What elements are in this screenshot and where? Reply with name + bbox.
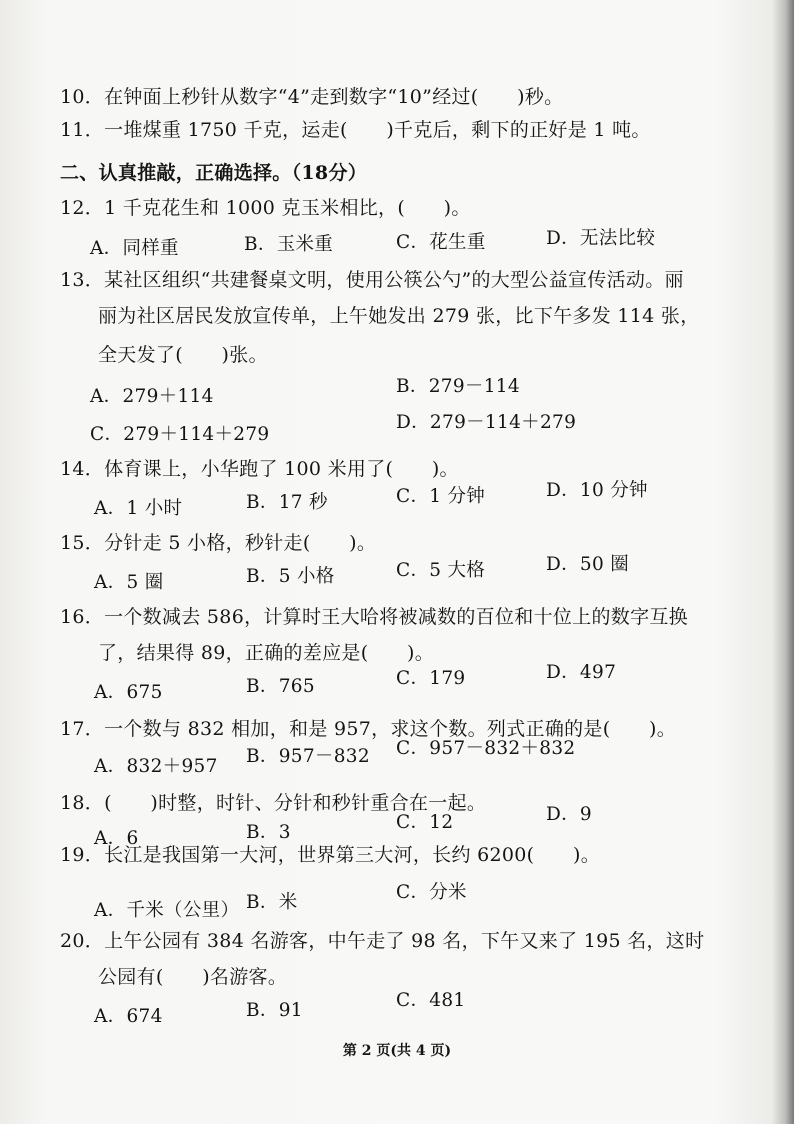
question-19-option-a: A．千米（公里） bbox=[94, 900, 240, 921]
question-17-option-c: C．957－832＋832 bbox=[396, 738, 576, 759]
section-2-title: 二、认真推敲，正确选择。（18分） bbox=[60, 162, 368, 184]
question-12-option-b: B．玉米重 bbox=[244, 234, 334, 255]
scan-shadow bbox=[772, 0, 794, 1124]
question-13-stem-line-1: 13．某社区组织“共建餐桌文明，使用公筷公勺”的大型公益宣传活动。丽 bbox=[60, 269, 684, 291]
question-12-option-c: C．花生重 bbox=[396, 232, 486, 253]
question-16-option-a: A．675 bbox=[94, 682, 163, 703]
question-14-option-a: A．1 小时 bbox=[94, 498, 183, 519]
question-20-option-b: B．91 bbox=[246, 1000, 303, 1021]
question-19-stem: 19．长江是我国第一大河，世界第三大河，长约 6200( )。 bbox=[60, 844, 600, 866]
question-13-option-a: A．279＋114 bbox=[90, 386, 214, 407]
question-12-option-a: A．同样重 bbox=[90, 238, 179, 259]
question-15-option-c: C．5 大格 bbox=[396, 560, 486, 581]
question-13-option-b: B．279－114 bbox=[396, 376, 520, 397]
question-16-stem-line-2: 了，结果得 89，正确的差应是( )。 bbox=[98, 642, 435, 664]
question-16-option-c: C．179 bbox=[396, 668, 466, 689]
question-14-option-b: B．17 秒 bbox=[246, 492, 328, 513]
question-19-option-b: B．米 bbox=[246, 892, 298, 913]
question-12-option-d: D．无法比较 bbox=[546, 228, 656, 249]
question-14-stem: 14．体育课上，小华跑了 100 米用了( )。 bbox=[60, 458, 459, 480]
question-20-stem-line-2: 公园有( )名游客。 bbox=[98, 966, 288, 988]
question-10: 10．在钟面上秒针从数字“4”走到数字“10”经过( )秒。 bbox=[60, 86, 564, 108]
question-15-option-d: D．50 圈 bbox=[546, 554, 630, 575]
question-19-option-c: C．分米 bbox=[396, 882, 467, 903]
question-14-option-c: C．1 分钟 bbox=[396, 486, 486, 507]
question-18-option-c: C．12 bbox=[396, 812, 454, 833]
question-12-stem: 12．1 千克花生和 1000 克玉米相比，( )。 bbox=[60, 197, 471, 219]
question-18-option-b: B．3 bbox=[246, 822, 291, 843]
page-number: 第 2 页(共 4 页) bbox=[342, 1043, 452, 1059]
question-14-option-d: D．10 分钟 bbox=[546, 480, 648, 501]
question-18-option-d: D．9 bbox=[546, 804, 593, 825]
question-13-option-c: C．279＋114＋279 bbox=[90, 424, 270, 445]
question-17-stem: 17．一个数与 832 相加，和是 957，求这个数。列式正确的是( )。 bbox=[60, 718, 677, 740]
question-17-option-b: B．957－832 bbox=[246, 746, 370, 767]
question-15-option-a: A．5 圈 bbox=[94, 572, 164, 593]
question-16-option-d: D．497 bbox=[546, 662, 617, 683]
question-17-option-a: A．832＋957 bbox=[94, 756, 218, 777]
question-13-stem-line-3: 全天发了( )张。 bbox=[98, 344, 268, 366]
question-18-option-a: A．6 bbox=[94, 828, 139, 849]
question-11: 11．一堆煤重 1750 千克，运走( )千克后，剩下的正好是 1 吨。 bbox=[60, 119, 651, 141]
question-20-option-a: A．674 bbox=[94, 1006, 163, 1027]
question-20-stem-line-1: 20．上午公园有 384 名游客，中午走了 98 名，下午又来了 195 名，这时 bbox=[60, 930, 705, 952]
question-16-option-b: B．765 bbox=[246, 676, 315, 697]
question-13-option-d: D．279－114＋279 bbox=[396, 412, 577, 433]
question-16-stem-line-1: 16．一个数减去 586，计算时王大哈将被减数的百位和十位上的数字互换 bbox=[60, 606, 688, 628]
question-20-option-c: C．481 bbox=[396, 990, 466, 1011]
question-18-stem: 18．( )时整，时针、分针和秒针重合在一起。 bbox=[60, 792, 487, 814]
question-15-stem: 15．分针走 5 小格，秒针走( )。 bbox=[60, 532, 377, 554]
question-15-option-b: B．5 小格 bbox=[246, 566, 335, 587]
question-13-stem-line-2: 丽为社区居民发放宣传单，上午她发出 279 张，比下午多发 114 张， bbox=[98, 305, 700, 327]
